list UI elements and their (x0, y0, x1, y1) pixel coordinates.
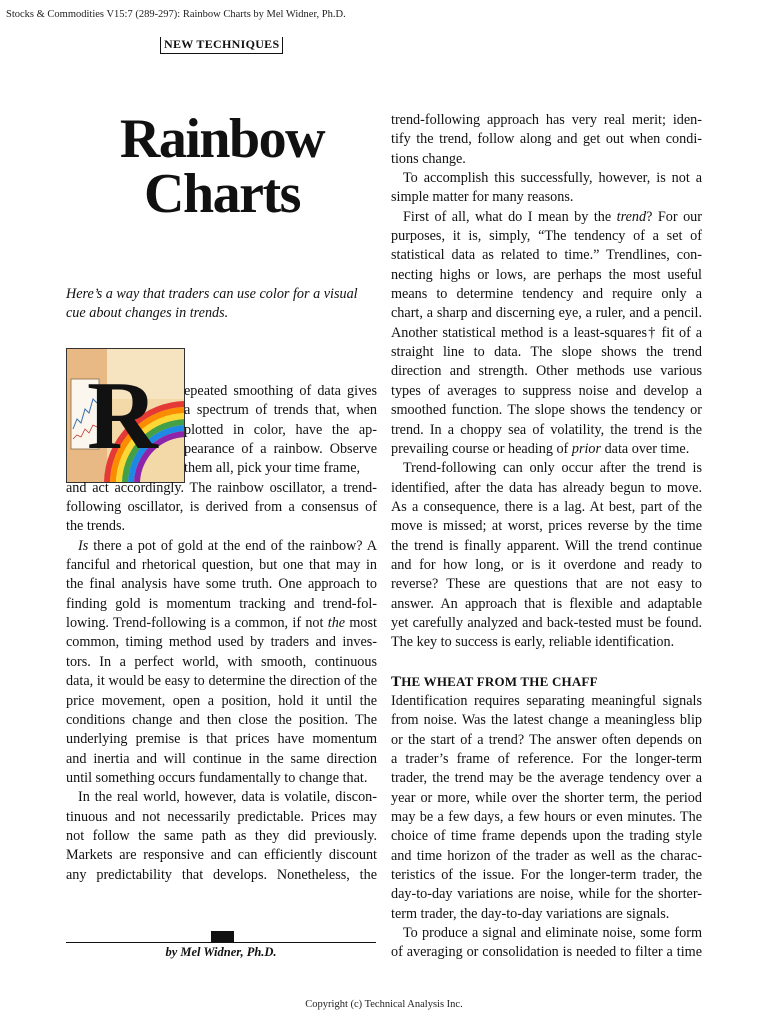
body-line: not follow the same path as they did previously. (66, 827, 377, 844)
byline-rule (66, 942, 376, 943)
body-line: Another statistical method is a least-squares† fit of a (391, 324, 702, 341)
body-line: chart, a sharp and discerning eye, a ruler, and a pencil. (391, 305, 702, 322)
body-line: answer. An approach that is flexible and adaptable (391, 595, 702, 612)
body-line: straight line to data. The slope shows the trend (391, 344, 702, 361)
body-line: trend-following approach has very real merit; iden- (391, 112, 702, 128)
body-line: tions change. (391, 150, 466, 167)
right-column (391, 111, 702, 963)
emphasis: prior (571, 440, 602, 457)
body-line: fanciful and rhetorical question, but one that may in (66, 557, 377, 574)
page-footer-copyright: Copyright (c) Technical Analysis Inc. (305, 999, 463, 1010)
body-line: prevailing course or heading of prior data over time. (391, 440, 690, 457)
body-line: statistical data as related to time.” Trendlines, con- (391, 247, 702, 264)
article-deck: Here’s a way that traders can use color for a visual cue about changes in trends. (66, 286, 358, 321)
emphasis: Is (78, 537, 89, 554)
body-line: trader, the trend may be the average tendency over a (391, 770, 702, 787)
body-line: tify the trend, follow along and get out when condi- (391, 131, 702, 148)
body-line: any predictability that develops. Nonetheless, the (66, 866, 377, 883)
body-line: the trend is finally apparent. Will the trend continue (391, 537, 702, 554)
body-line: In the real world, however, data is volatile, discon- (78, 789, 377, 806)
body-line: the final analysis have some truth. One approach to (66, 576, 377, 593)
body-line: data, it would be easy to determine the direction of the (66, 673, 377, 690)
body-line: move is missed; at worst, prices reverse by the time (391, 518, 702, 535)
body-line: identified, after the data has already begun to move. (391, 479, 702, 496)
article-title-line-2: Charts (144, 163, 300, 225)
left-column (66, 382, 377, 885)
body-line: Markets are responsive and can efficiently discount (66, 847, 377, 864)
subheading-text: HE WHEAT FROM THE CHAFF (401, 673, 598, 689)
body-line: necting highs or lows, are perhaps the most useful (391, 266, 702, 283)
subheading-initial: T (391, 673, 402, 690)
body-line: price movement, open a position, hold it until the (66, 692, 377, 709)
body-line: plotted in color, have the ap- (184, 421, 377, 438)
body-line: common, timing method used by traders and inves- (66, 634, 377, 651)
body-line: pearance of a rainbow. Observe (184, 441, 377, 458)
body-line: a trader’s frame of reference. For the longer-term (391, 751, 702, 767)
body-line: choice of time frame depends upon the trading style (391, 828, 702, 845)
body-line: conditions change and then close the position. The (66, 711, 377, 728)
body-line-italic-start: Is there a pot of gold at the end of the rainbow? A (78, 537, 377, 554)
body-line: underlying premise is that prices have momentum (66, 731, 377, 748)
emphasis: the (327, 615, 346, 632)
body-line: To accomplish this successfully, however, is not a (403, 170, 702, 187)
body-line: means to determine tendency and require only a (391, 286, 702, 303)
article-title-line-1: Rainbow (119, 108, 325, 170)
body-line: The key to success is early, reliable identification. (391, 634, 675, 651)
body-line: may be a few days, a few hours or even minutes. The (391, 809, 702, 826)
body-line: epeated smoothing of data gives (184, 383, 377, 399)
page-header-citation: Stocks & Commodities V15:7 (289-297): Rainbow Charts by Mel Widner, Ph.D. (6, 9, 346, 20)
body-line: trend. In a choppy sea of volatility, the trend is the (391, 421, 702, 438)
body-line: them all, pick your time frame, (184, 460, 361, 477)
body-line: year or more, while over the shorter term, the period (391, 789, 702, 806)
body-line: direction and strength. Other methods use various (391, 363, 702, 380)
byline-rule-block (211, 931, 234, 942)
body-line: yet carefully analyzed and back-tested must be found. (391, 614, 702, 631)
body-line: term trader, the day-to-day variations are signals. (391, 905, 670, 922)
body-line: reverse? These are questions that are not easy to (391, 576, 702, 593)
body-line: First of all, what do I mean by the trend? For our (403, 208, 702, 225)
drop-cap-letter: R (87, 362, 158, 470)
byline: by Mel Widner, Ph.D. (165, 945, 277, 959)
body-line: purposes, it is, simply, “The tendency of a set of (391, 228, 702, 245)
body-line: smoothed function. The slope shows the tendency or (391, 402, 702, 419)
spacer (391, 653, 702, 672)
body-line: To produce a signal and eliminate noise, some form (403, 925, 702, 942)
body-line: the trends. (66, 518, 126, 535)
section-subheading (391, 672, 702, 692)
body-line: or the start of a trend? The answer often depends on (391, 731, 702, 748)
body-line: and act accordingly. The rainbow oscillator, a trend- (66, 479, 377, 496)
body-line: Trend-following can only occur after the trend is (403, 460, 702, 477)
body-line: a spectrum of trends that, when (184, 402, 377, 419)
body-line: Identification requires separating meaningful signals (391, 692, 702, 709)
emphasis: trend (616, 208, 647, 225)
body-line: tinuous and not necessarily predictable. Prices may (66, 808, 377, 825)
section-tag: NEW TECHNIQUES (160, 37, 283, 54)
body-line: and time horizon of the trader as well as the charac- (391, 847, 702, 864)
body-line: following oscillator, is derived from a consensus of (66, 499, 377, 516)
body-line: until something occurs fundamentally to change that. (66, 769, 368, 786)
body-line: simple matter for many reasons. (391, 189, 574, 206)
body-line: lowing. Trend-following is a common, if not the most (66, 615, 377, 632)
body-line: types of averages to suppress noise and develop a (391, 382, 702, 399)
body-line: As a consequence, there is a lag. At best, part of the (391, 498, 702, 515)
body-line: and for how long, or is it overdone and ready to (391, 556, 702, 573)
body-line: day-to-day variations are noise, while for the shorter- (391, 886, 702, 903)
body-line: tors. In a perfect world, with smooth, continuous (66, 653, 377, 670)
body-line: teristics of the issue. For the longer-term trader, the (391, 867, 702, 884)
body-line: finding gold is momentum tracking and trend-fol- (66, 595, 377, 612)
body-line: and inertia and will continue in the same direction (66, 750, 377, 767)
body-line: of averaging or consolidation is needed to filter a time (391, 944, 702, 961)
body-line: from noise. Was the latest change a meaningless blip (391, 712, 702, 729)
